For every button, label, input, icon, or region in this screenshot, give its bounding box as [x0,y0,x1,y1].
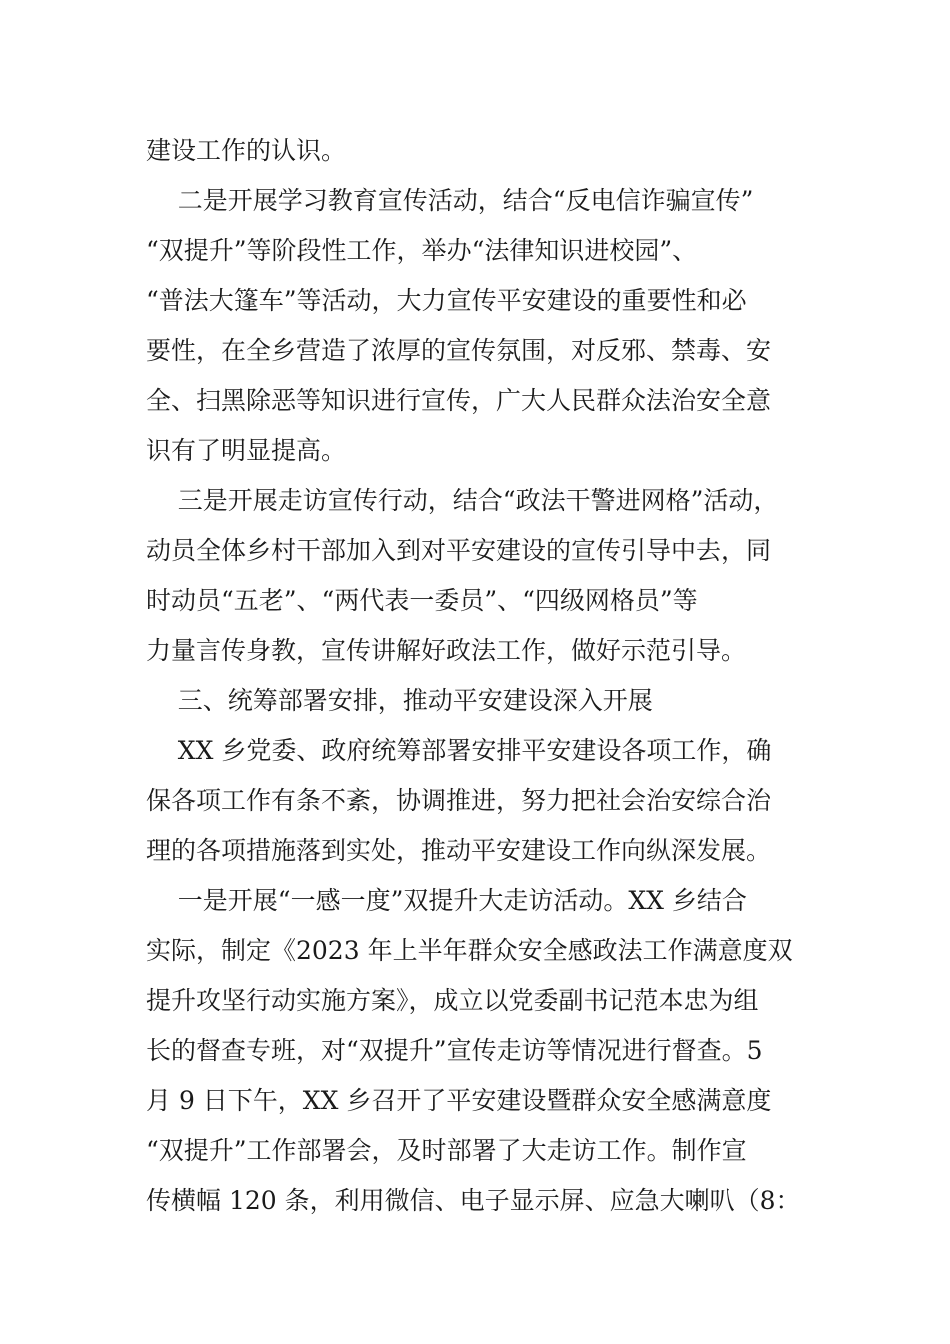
section-heading: 三、统筹部署安排，推动平安建设深入开展 [146,686,653,715]
text-line: 长的督查专班，对“双提升”宣传走访等情况进行督查。5 [146,1036,763,1065]
text-line: “双提升”工作部署会，及时部署了大走访工作。制作宣 [146,1136,747,1165]
text-line: “双提升”等阶段性工作，举办“法律知识进校园”、 [146,236,698,265]
text-line: 全、扫黑除恶等知识进行宣传，广大人民群众法治安全意 [146,386,772,415]
text-line: 力量言传身教，宣传讲解好政法工作，做好示范引导。 [146,636,747,665]
text-line: 三是开展走访宣传行动，结合“政法干警进网格”活动， [146,486,779,515]
text-line: 要性，在全乡营造了浓厚的宣传氛围，对反邪、禁毒、安 [146,336,772,365]
text-line: 实际，制定《2023 年上半年群众安全感政法工作满意度双 [146,936,793,965]
text-line: 一是开展“一感一度”双提升大走访活动。XX 乡结合 [146,886,747,915]
text-line: “普法大篷车”等活动，大力宣传平安建设的重要性和必 [146,286,747,315]
text-line: 动员全体乡村干部加入到对平安建设的宣传引导中去，同 [146,536,772,565]
text-line: 理的各项措施落到实处，推动平安建设工作向纵深发展。 [146,836,772,865]
text-line: XX 乡党委、政府统筹部署安排平安建设各项工作，确 [146,736,772,765]
text-line: 二是开展学习教育宣传活动，结合“反电信诈骗宣传” [146,186,754,215]
text-line: 提升攻坚行动实施方案》，成立以党委副书记范本忠为组 [146,986,759,1015]
text-line: 时动员“五老”、“两代表一委员”、“四级网格员”等 [146,586,698,615]
text-line: 建设工作的认识。 [146,136,347,165]
text-line: 保各项工作有条不紊，协调推进，努力把社会治安综合治 [146,786,772,815]
text-line: 识有了明显提高。 [146,436,347,465]
text-line: 月 9 日下午，XX 乡召开了平安建设暨群众安全感满意度 [146,1086,772,1115]
text-line: 传横幅 120 条，利用微信、电子显示屏、应急大喇叭（8： [146,1186,801,1215]
